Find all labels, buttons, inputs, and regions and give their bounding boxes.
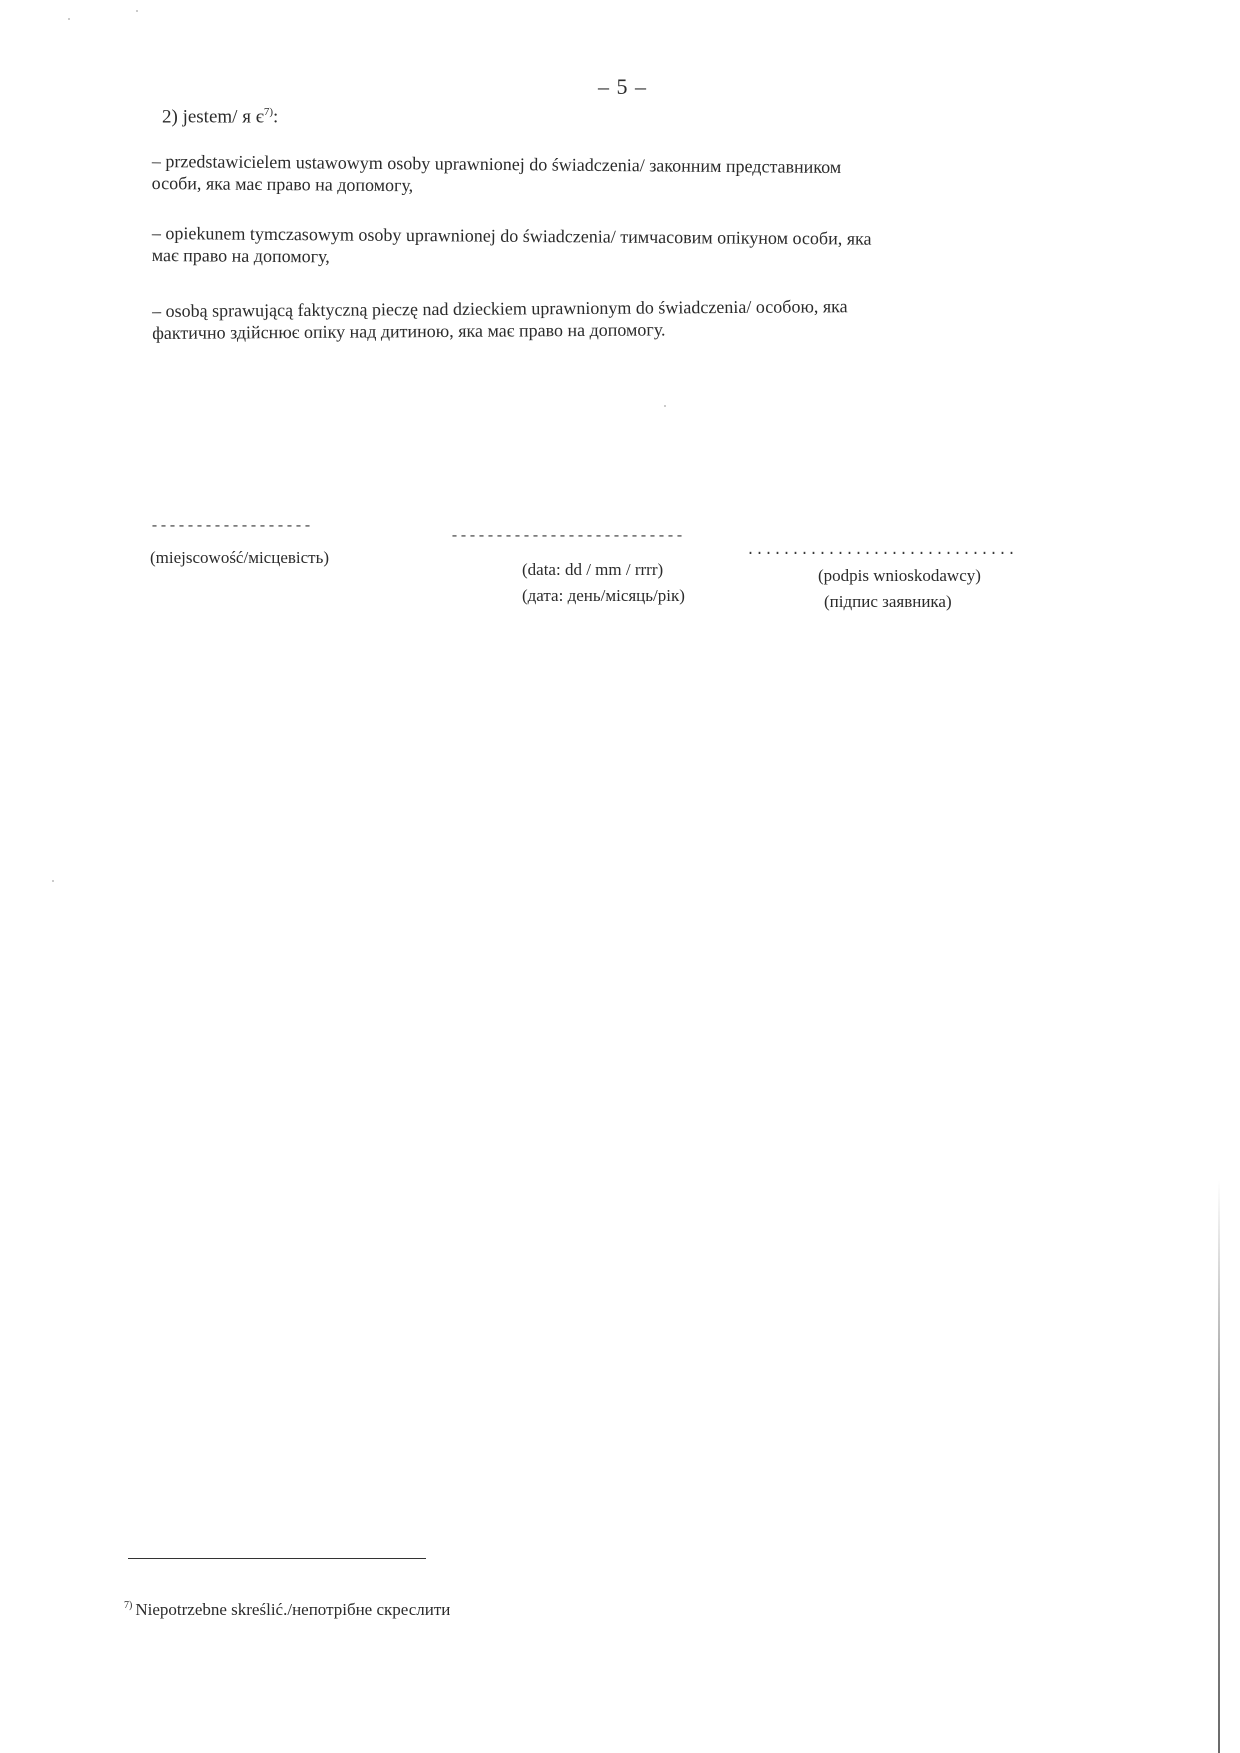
option-line: – osobą sprawującą faktyczną pieczę nad dzieckiem uprawnionym do świadczenia/ особою, яка — [152, 296, 848, 321]
date-line: -------------------------- — [450, 528, 685, 545]
signature-caption-ua: (підпис заявника) — [824, 592, 952, 611]
scan-speck — [664, 405, 666, 407]
option-legal-representative — [152, 150, 1114, 202]
option-line: – opiekunem tymczasowym osoby uprawnionej do świadczenia/ тимчасовим опікуном особи, яка — [151, 222, 872, 249]
section-heading — [162, 106, 278, 128]
option-line: особи, яка має право на допомогу, — [151, 172, 414, 196]
option-temporary-guardian — [152, 222, 1114, 274]
page-number: – 5 – — [598, 74, 647, 99]
footnote-reference: 7) — [263, 106, 274, 118]
footnote-marker: 7) — [124, 1600, 133, 1612]
place-caption: (miejscowość/місцевість) — [150, 548, 330, 567]
option-actual-custody — [152, 293, 1114, 344]
footnote-text: Niepotrzebne skreślić./непотрібне скреслити — [135, 1600, 451, 1619]
option-line: фактично здійснює опіку над дитиною, яка має право на допомогу. — [152, 319, 666, 343]
section-label: 2) jestem/ я є — [162, 106, 264, 128]
scan-edge-shadow — [1218, 1180, 1220, 1753]
place-line: ------------------ — [150, 518, 313, 535]
scan-speck — [136, 10, 138, 12]
date-caption-pl: (data: dd / mm / rrrr) — [522, 560, 664, 579]
footnote-divider — [128, 1558, 426, 1559]
option-line: має право на допомогу, — [151, 244, 330, 267]
signature-line: .............................. — [746, 542, 1017, 559]
date-caption-ua: (дата: день/місяць/рік) — [522, 586, 685, 605]
section-suffix: : — [273, 106, 279, 128]
scan-speck — [68, 18, 70, 20]
signature-caption-pl: (podpis wnioskodawcy) — [818, 566, 981, 585]
option-line: – przedstawicielem ustawowym osoby uprawnionej do świadczenia/ законним представником — [151, 150, 842, 178]
scan-speck — [52, 880, 54, 882]
footnote — [124, 1600, 450, 1620]
